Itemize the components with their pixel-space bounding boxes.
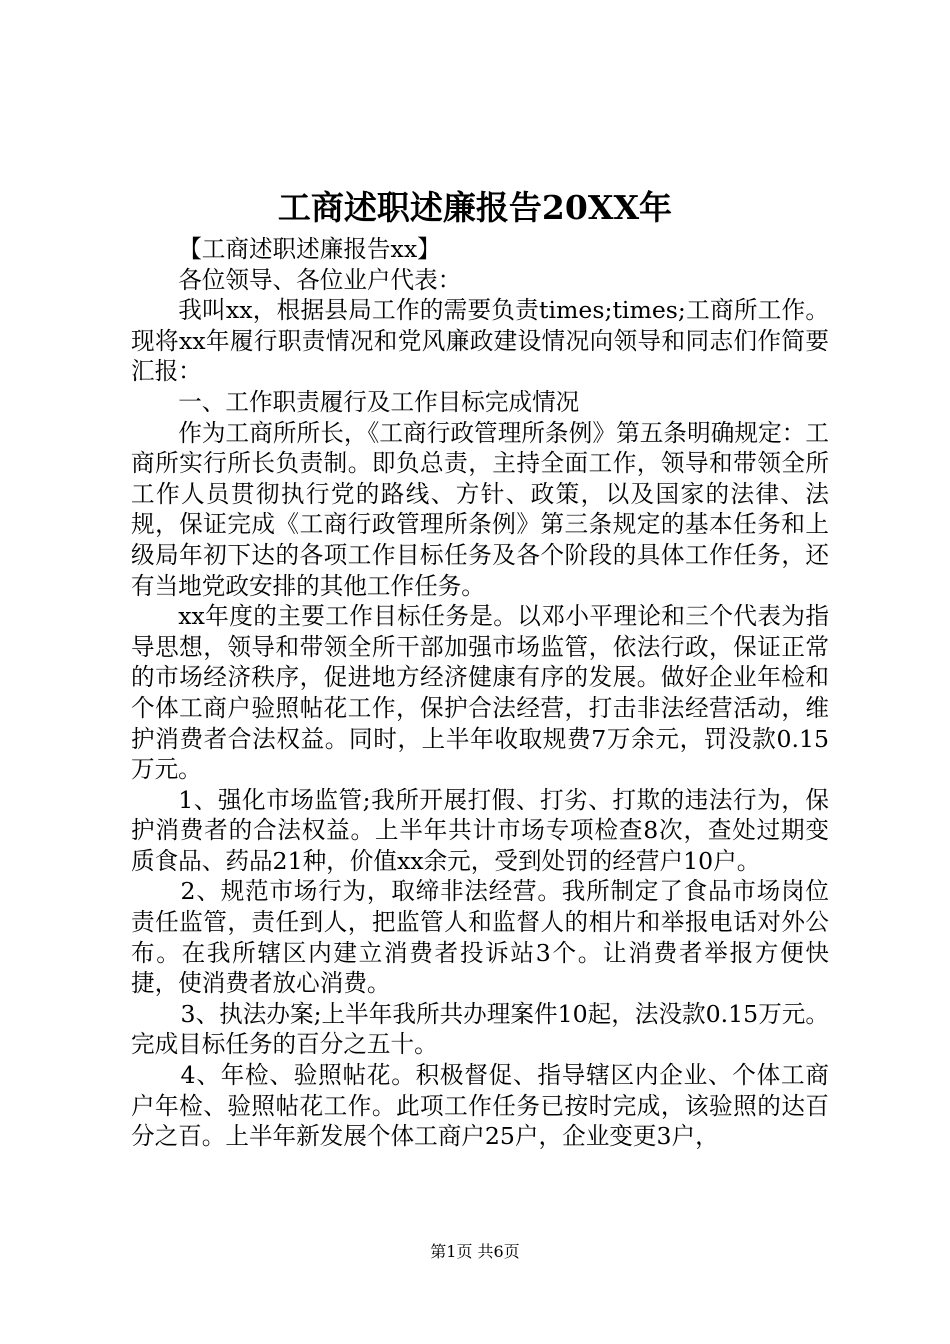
paragraph-annual-goals: xx年度的主要工作目标任务是。以邓小平理论和三个代表为指导思想，领导和带领全所干部加强市场监管，依法行政，保证正常的市场经济秩序，促进地方经济健康有序的发展。做好企业年检和个体工商户验照帖花工作，保护合法经营，打击非法经营活动，维护消费者合法权益。同时，上半年收取规费7万余元，罚没款0.15万元。 — [131, 602, 829, 784]
paragraph-intro: 我叫xx，根据县局工作的需要负责times;times;工商所工作。现将xx年履行职责情况和党风廉政建设情况向领导和同志们作简要汇报： — [131, 296, 829, 386]
document-body — [131, 234, 829, 1152]
page-footer: 第1页 共6页 — [430, 1242, 520, 1261]
paragraph-item-3: 3、执法办案;上半年我所共办理案件10起，法没款0.15万元。完成目标任务的百分之五十。 — [131, 999, 829, 1059]
paragraph-item-1: 1、强化市场监管;我所开展打假、打劣、打欺的违法行为，保护消费者的合法权益。上半年共计市场专项检查8次，查处过期变质食品、药品21种，价值xx余元，受到处罚的经营户10户。 — [131, 785, 829, 875]
paragraph-section-heading: 一、工作职责履行及工作目标完成情况 — [178, 387, 580, 416]
paragraph-heading-tag: 【工商述职述廉报告xx】 — [178, 235, 441, 263]
paragraph-item-2: 2、规范市场行为，取缔非法经营。我所制定了食品市场岗位责任监管，责任到人，把监管人和监督人的相片和举报电话对外公布。在我所辖区内建立消费者投诉站3个。让消费者举报方便快捷，使消费者放心消费。 — [131, 877, 829, 998]
paragraph-salutation: 各位领导、各位业户代表： — [178, 265, 462, 294]
paragraph-item-4: 4、年检、验照帖花。积极督促、指导辖区内企业、个体工商户年检、验照帖花工作。此项工作任务已按时完成，该验照的达百分之百。上半年新发展个体工商户25户，企业变更3户， — [131, 1061, 829, 1151]
paragraph-duties: 作为工商所所长，《工商行政管理所条例》第五条明确规定：工商所实行所长负责制。即负总责，主持全面工作，领导和带领全所工作人员贯彻执行党的路线、方针、政策，以及国家的法律、法规，保证完成《工商行政管理所条例》第三条规定的基本任务和上级局年初下达的各项工作目标任务及各个阶段的具体工作任务，还有当地党政安排的其他工作任务。 — [131, 418, 829, 600]
document-title: 工商述职述廉报告20XX年 — [277, 188, 673, 227]
